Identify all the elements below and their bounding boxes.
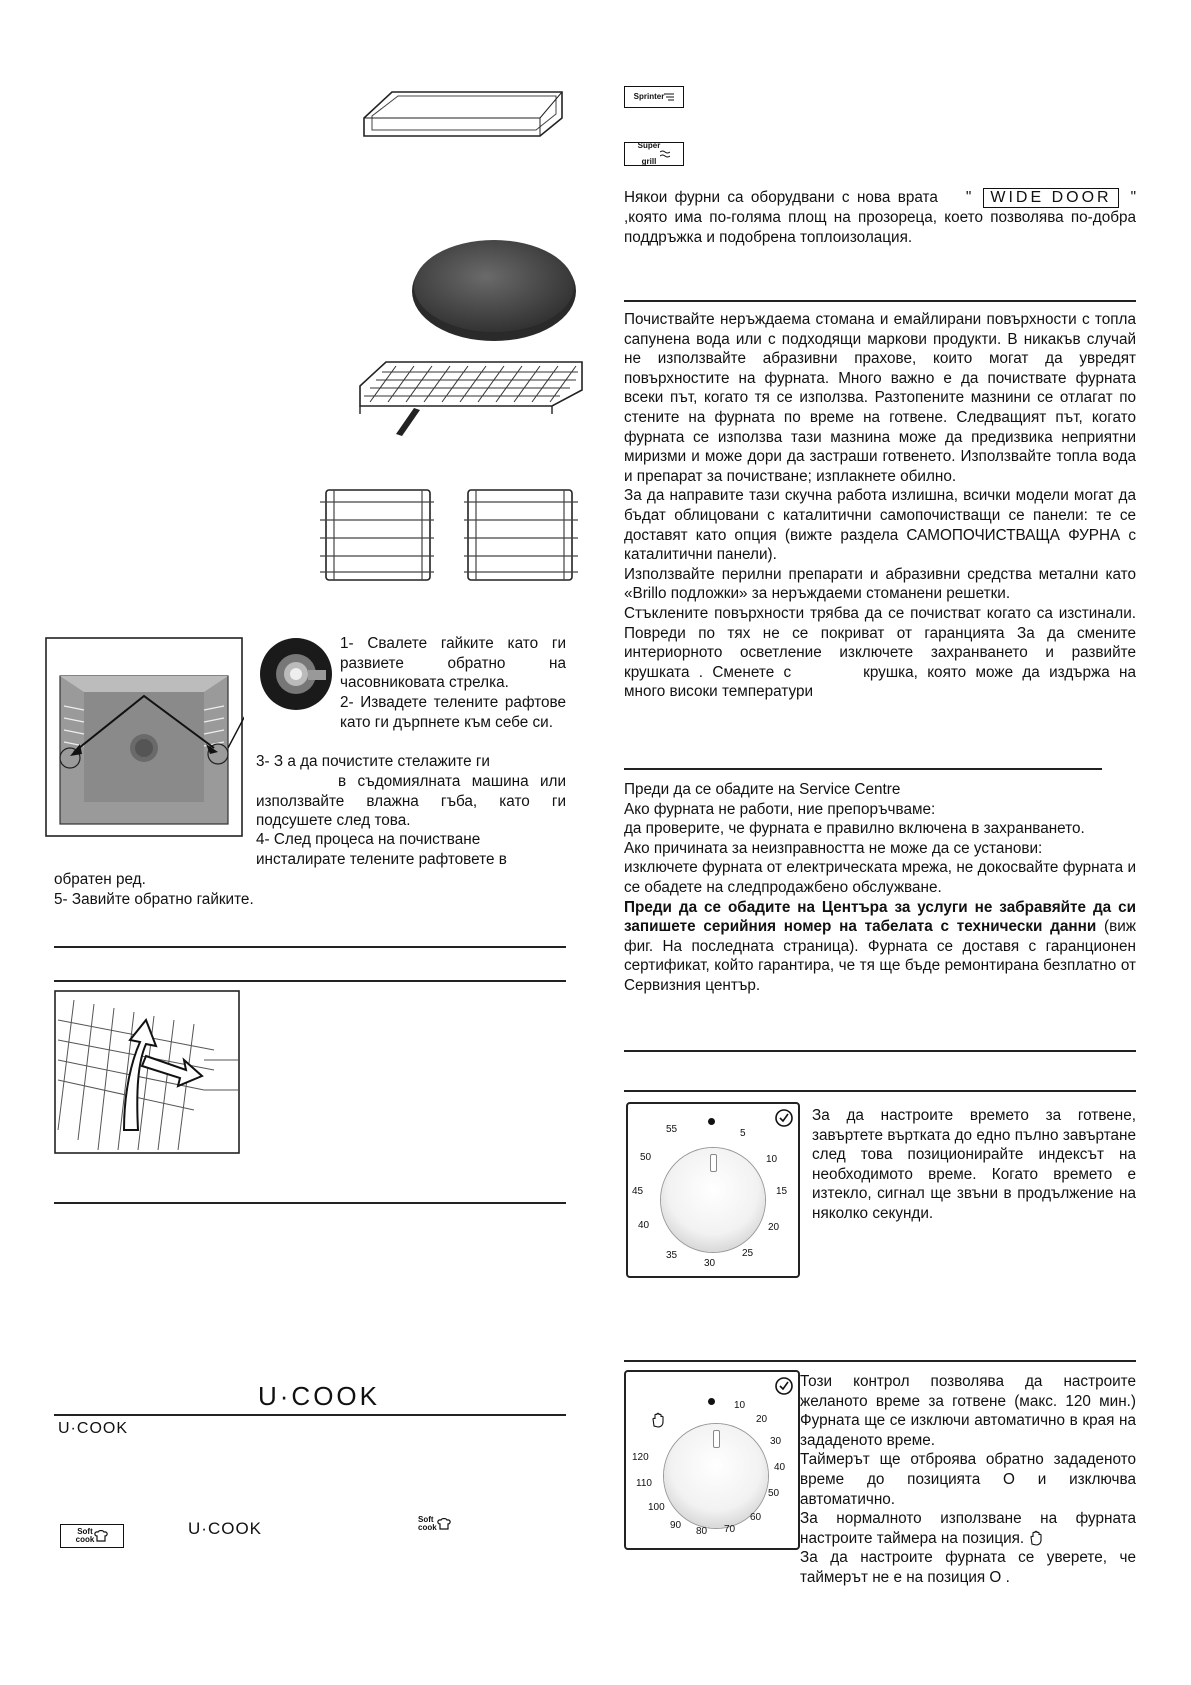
softcook-mark-label-2: cook: [418, 1523, 437, 1532]
cooking-timer-description: [800, 1372, 1136, 1588]
timer-tick: 100: [648, 1502, 665, 1513]
timer-tick: 10: [734, 1400, 746, 1411]
timer-tick: 120: [632, 1452, 649, 1463]
timer-index-mark: [713, 1430, 720, 1448]
timer-tick: 20: [756, 1414, 768, 1425]
timer-tick: 25: [742, 1248, 754, 1259]
wide-door-paragraph: [624, 188, 1136, 247]
supergrill-label-1: Super: [637, 141, 661, 150]
cleaning-paragraph-2: За да направите тази скучна работа излишна, всички модели могат да бъдат облицовани с каталитични самопочистващи се панели: те се доставят като опция (вижте раздела САМОПОЧИСТВАЩА ФУРНА с каталитични панели).: [624, 487, 1136, 564]
timer-tick: 80: [696, 1526, 708, 1537]
section-divider: [624, 1090, 1136, 1092]
wide-door-quote-open: ": [965, 189, 972, 206]
section-divider: [624, 300, 1136, 302]
softcook-mark: [418, 1516, 451, 1532]
heat-waves-icon: [660, 149, 670, 159]
timer-tick: 55: [666, 1124, 678, 1135]
instruction-step-4c: обратен ред.: [54, 871, 146, 888]
timer-tick: 40: [638, 1220, 650, 1231]
supergrill-badge: [624, 142, 684, 166]
softcook-label-2: cook: [75, 1535, 95, 1544]
section-divider: [54, 980, 566, 982]
timer-tick: 40: [774, 1462, 786, 1473]
section-divider: [54, 946, 566, 948]
cooking-timer-paragraph-1: Този контрол позволява да настроите желаното време за готвене (макс. 120 мин.) Фурната ще се изключи автоматично в края на зададеното време.: [800, 1373, 1136, 1449]
timer-tick: 30: [704, 1258, 716, 1269]
timer-tick: 35: [666, 1250, 678, 1261]
service-warranty-text: (виж фиг. На последната страница). Фурната се доставя с гаранционен сертификат, който гарантира, че тя ще бъде ремонтирана безплатно от Сервизния център.: [624, 918, 1136, 994]
service-heading: Преди да се обадите на Service Centre: [624, 781, 901, 798]
section-divider: [624, 1360, 1136, 1362]
timer-tick: 60: [750, 1512, 762, 1523]
timer-tick: 20: [768, 1222, 780, 1233]
timer-tick: 50: [640, 1152, 652, 1163]
ucook-logo-large: U·COOK: [258, 1381, 380, 1411]
chef-hat-icon: [437, 1518, 451, 1530]
hand-icon: [650, 1412, 666, 1428]
speed-lines-icon: [664, 93, 674, 101]
instruction-step-4b: инсталирате телените рафтовете в: [256, 851, 507, 868]
sprinter-badge: [624, 86, 684, 108]
baking-tray-illustration: [362, 88, 570, 140]
rack-removal-illustration: [54, 990, 240, 1154]
service-bold-note: Преди да се обадите на Центъра за услуги не забравяйте да си запишете серийния номер на табелата с технически данни: [624, 898, 1136, 936]
timer-tick: 30: [770, 1436, 782, 1447]
wide-door-quote-close: ": [1130, 189, 1136, 206]
service-line-5: изключете фурната от електрическата мрежа, не докосвайте фурната и се обадете на следпродажбено обслужване.: [624, 859, 1136, 896]
service-section: [624, 780, 1136, 996]
minute-timer-panel: [626, 1102, 800, 1278]
cleaning-paragraph-3: Използвайте перилни препарати и абразивни средства метални като «Brillo подложки» за неръждаеми стоманени решетки.: [624, 565, 1136, 603]
hand-icon: [1028, 1530, 1044, 1546]
instruction-step-1: 1- Свалете гайките като ги развиете обратно на часовниковата стрелка.: [340, 635, 566, 692]
timer-tick: 90: [670, 1520, 682, 1531]
clock-icon: [774, 1376, 794, 1396]
section-divider: [54, 1202, 566, 1204]
cleaning-paragraph-1: Почиствайте неръждаема стомана и емайлирани повърхности с топла сапунена вода или с подходящи маркови продукти. В никакъв случай не използвайте абразивни прахове, които могат да увредят повърхностите на фурната. Много важно е да почиствате фурната всеки път, когато тя се използва. Разтопените мазнини се отлагат по стените на фурната по време на готвене. Следващият път, когато фурната се използва тази мазнина може да предизвика неприятни миризми и може дори да застраши готвенето. Използвайте топла вода и препарат за почистване; изплакнете обилно.: [624, 311, 1136, 485]
cooking-timer-paragraph-2: Таймерът ще отброява обратно зададеното време до позицията О и изключва автоматично.: [800, 1451, 1136, 1508]
wide-door-description: ,която има по-голяма площ на прозореца, което позволява по-добра поддръжка и подобрена топлоизолация.: [624, 209, 1136, 246]
timer-tick: 45: [632, 1186, 644, 1197]
cooking-timer-paragraph-4: За да настроите фурната се уверете, че таймерът не е на позиция О .: [800, 1549, 1136, 1586]
instruction-step-2: 2- Извадете телените рафтове като ги дърпнете към себе си.: [340, 694, 566, 731]
instruction-step-4a: 4- След процеса на почистване: [256, 831, 481, 848]
timer-dot: [708, 1118, 715, 1125]
ucook-logo-small: U·COOK: [58, 1420, 128, 1437]
clock-icon: [774, 1108, 794, 1128]
sprinter-label: Sprinter: [633, 92, 665, 101]
instruction-step-3a: 3- З а да почистите стелажите ги: [256, 753, 490, 770]
section-divider: [624, 768, 1102, 770]
timer-tick: 5: [740, 1128, 746, 1139]
ucook-logo-inline: U·COOK: [188, 1519, 262, 1538]
cleaning-section: [624, 310, 1136, 702]
timer-index-mark: [710, 1154, 717, 1172]
section-divider: [624, 1050, 1136, 1052]
cooking-timer-paragraph-3: За нормалното използване на фурната настроите таймера на позиция.: [800, 1510, 1136, 1547]
chef-hat-icon: [94, 1530, 108, 1542]
pizza-pan-illustration: [410, 236, 578, 342]
side-racks-illustration: [318, 486, 582, 584]
wire-grill-illustration: [356, 358, 586, 438]
oven-interior-illustration: [44, 636, 244, 838]
supergrill-label-2: grill: [641, 157, 657, 166]
cleaning-paragraph-4: Стъклените повърхности трябва да се почистват когато са изстинали. Повреди по тях не се покриват от гаранцията За да смените интериорното осветление изключете захранването и развийте крушката . Сменете с: [624, 604, 1136, 681]
timer-tick: 15: [776, 1186, 788, 1197]
timer-tick: 70: [724, 1524, 736, 1535]
minute-timer-description: За да настроите времето за готвене, завъртете въртката до едно пълно завъртане след това позиционирайте индексът на необходимото време. Когато времето е изтекло, сигнал ще звъни в продължение на няколко секунди.: [812, 1107, 1136, 1222]
softcook-badge: [60, 1524, 124, 1548]
timer-tick: 50: [768, 1488, 780, 1499]
service-line-3: да проверите, че фурната е правилно включена в захранването.: [624, 820, 1085, 838]
wide-door-label: WIDE DOOR: [983, 188, 1118, 208]
instruction-step-5: 5- Завийте обратно гайките.: [54, 891, 254, 908]
cleaning-paragraph-4-end: крушка, която може да издържа на много високи температури: [624, 663, 1136, 701]
timer-tick: 110: [636, 1478, 652, 1489]
nut-closeup-illustration: [258, 636, 334, 712]
cooking-timer-panel: [624, 1370, 800, 1550]
softcook-label-1: Soft: [77, 1527, 93, 1536]
wide-door-intro: Някои фурни са оборудвани с нова врата: [624, 189, 938, 206]
timer-tick: 10: [766, 1154, 778, 1165]
timer-dot: [708, 1398, 715, 1405]
section-divider: [54, 1414, 566, 1416]
service-line-2: Ако фурната не работи, ние препоръчваме:: [624, 800, 936, 818]
softcook-mark-label-1: Soft: [418, 1515, 434, 1524]
instruction-step-3b: в съдомиялната машина или използвайте влажна гъба, като ги подсушете след това.: [256, 773, 566, 830]
service-line-4: Ако причината за неизправността не може да се установи:: [624, 839, 1043, 857]
